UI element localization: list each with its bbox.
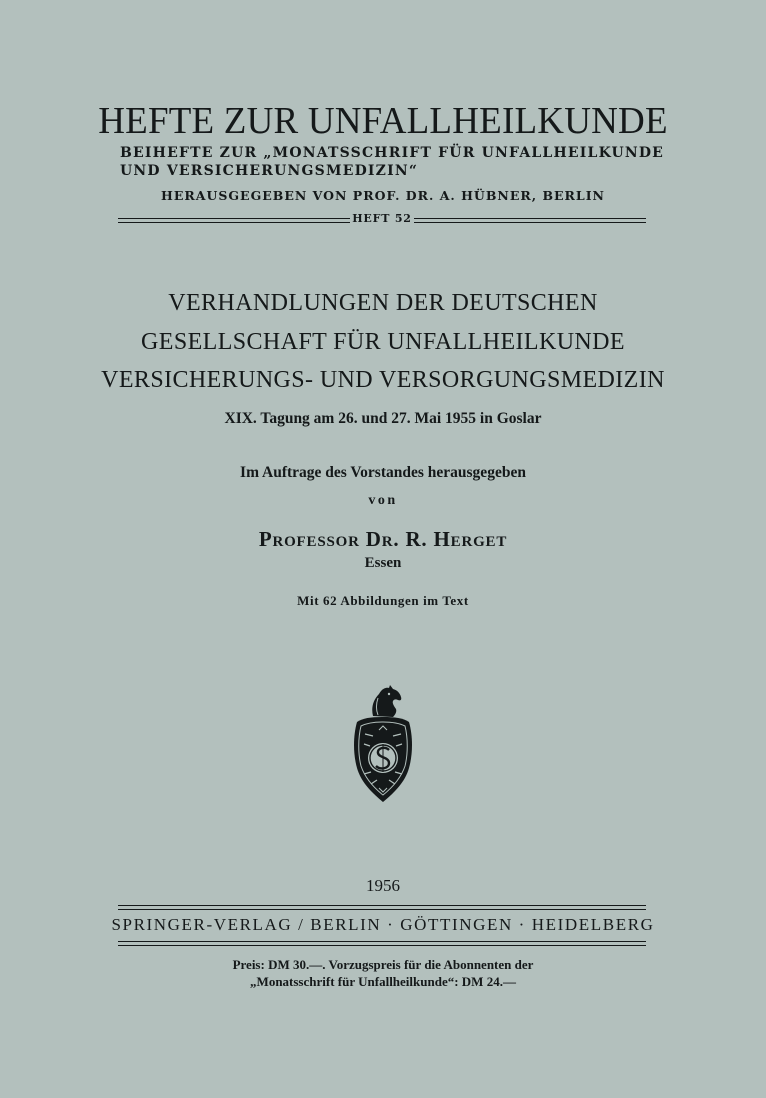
book-title-line2: GESELLSCHAFT FÜR UNFALLHEILKUNDE [141,329,625,355]
book-title-line3: VERSICHERUNGS- UND VERSORGUNGSMEDIZIN [101,367,665,393]
price-line2: „Monatsschrift für Unfallheilkunde“: DM 24.— [250,974,516,989]
illustrations-note: Mit 62 Abbildungen im Text [297,593,469,608]
series-editor: HERAUSGEGEBEN VON PROF. DR. A. HÜBNER, BERLIN [161,188,605,203]
book-title-line1: VERHANDLUNGEN DER DEUTSCHEN [168,290,598,316]
author-name: Professor Dr. R. Herget [258,527,508,551]
meeting-info: XIX. Tagung am 26. und 27. Mai 1955 in Goslar [224,410,542,427]
issue-rule [118,214,646,230]
springer-knight-logo-icon [349,684,417,808]
publisher-line: SPRINGER-VERLAG / BERLIN · GÖTTINGEN · HEIDELBERG [111,915,655,934]
issue-number: HEFT 52 [352,212,412,225]
double-rule-left [118,218,350,223]
publisher-rule-top [118,905,646,910]
series-subtitle-line2: UND VERSICHERUNGSMEDIZIN“ [120,163,419,179]
by-label: von [368,493,398,508]
publication-year: 1956 [366,876,400,895]
series-subtitle-line1: BEIHEFTE ZUR „MONATSSCHRIFT FÜR UNFALLHEILKUNDE [120,145,665,161]
commission-note: Im Auftrage des Vorstandes herausgegeben [240,464,526,481]
price-line1: Preis: DM 30.—. Vorzugspreis für die Abonnenten der [232,957,534,972]
author-city: Essen [364,555,402,571]
publisher-rule-bottom [118,941,646,946]
double-rule-right [414,218,646,223]
series-title: HEFTE ZUR UNFALLHEILKUNDE [98,100,668,143]
